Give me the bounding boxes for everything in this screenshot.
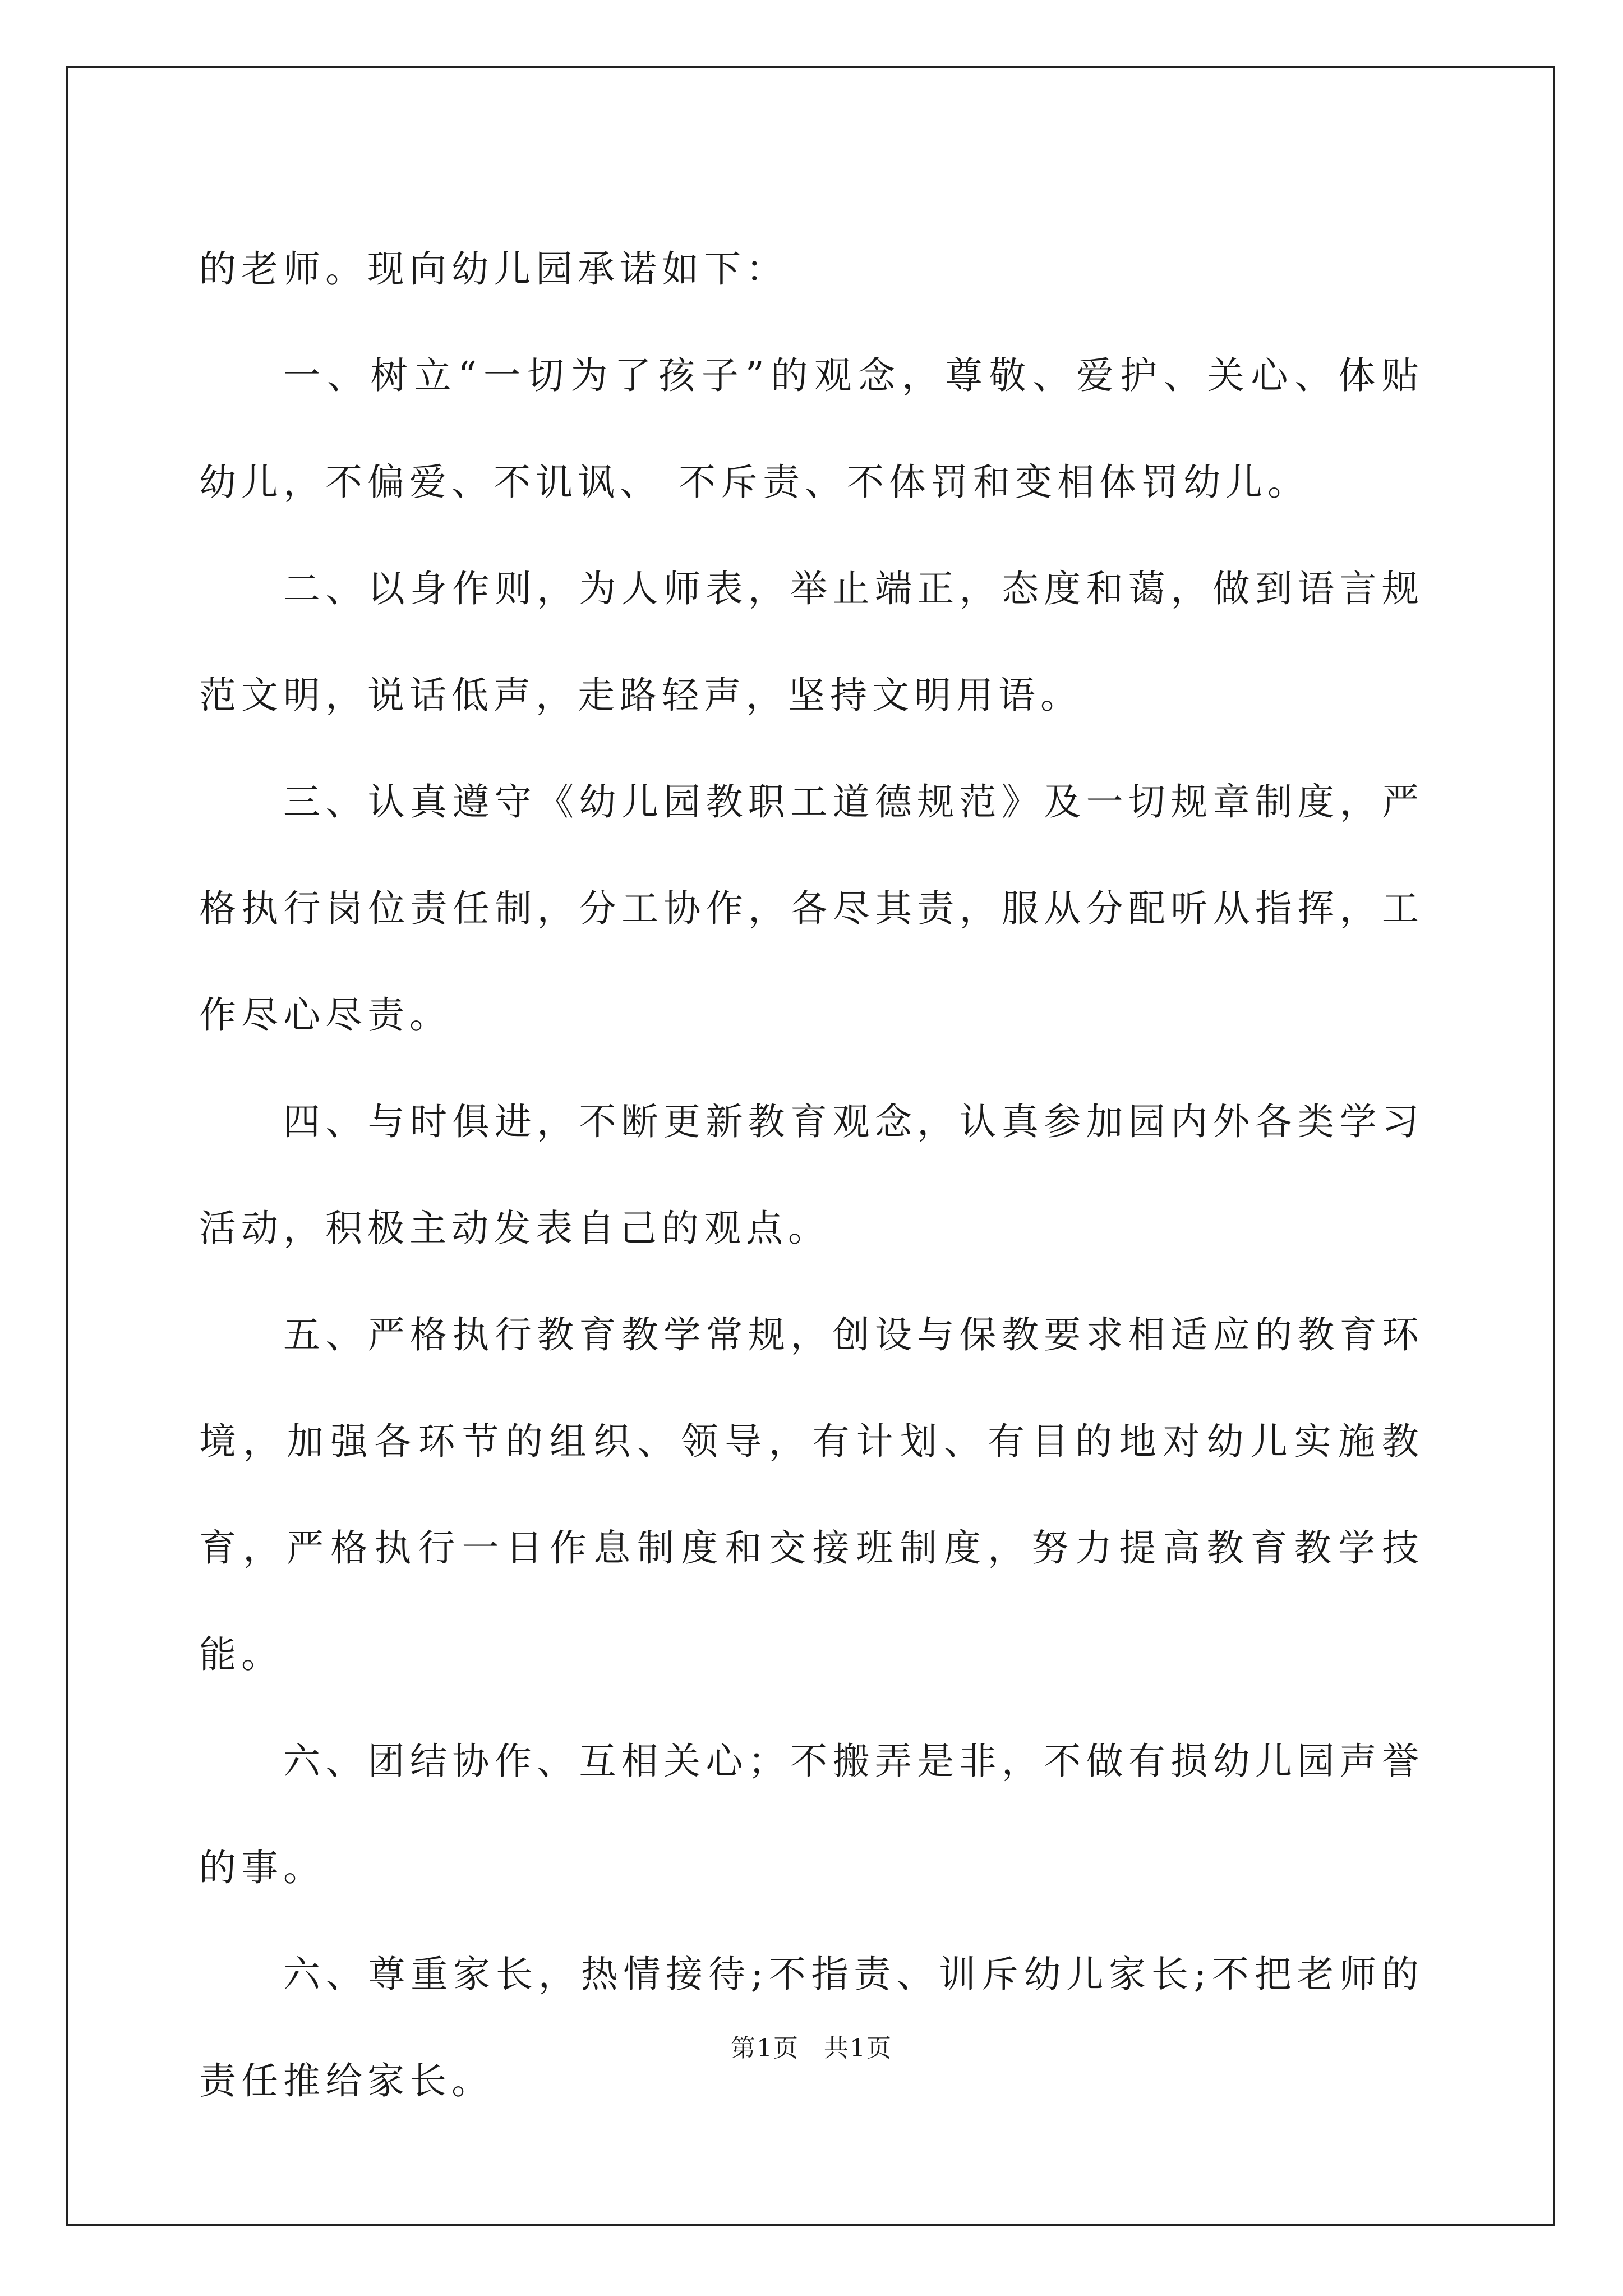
paragraph-item-4: 四、与时俱进，不断更新教育观念，认真参加园内外各类学习活动，积极主动发表自己的观点。 xyxy=(199,1100,1424,1250)
paragraph-item-3: 三、认真遵守《幼儿园教职工道德规范》及一切规章制度，严格执行岗位责任制，分工协作，各尽其责，服从分配听从指挥，工作尽心尽责。 xyxy=(199,780,1424,1037)
paragraph-item-6: 六、团结协作、互相关心；不搬弄是非，不做有损幼儿园声誉的事。 xyxy=(199,1740,1424,1889)
paragraph-item-2: 二、以身作则，为人师表，举止端正，态度和蔼，做到语言规范文明，说话低声，走路轻声，坚持文明用语。 xyxy=(199,567,1424,717)
paragraph-item-7: 六、尊重家长，热情接待;不指责、训斥幼儿家长;不把老师的责任推给家长。 xyxy=(199,1953,1424,2102)
paragraph-item-1: 一、树立“一切为了孩子”的观念，尊敬、爱护、关心、体贴幼儿，不偏爱、不讥讽、 不斥责、不体罚和变相体罚幼儿。 xyxy=(199,354,1424,504)
page-footer xyxy=(0,2028,1623,2064)
document-body xyxy=(199,216,1424,2134)
paragraph-item-5: 五、严格执行教育教学常规，创设与保教要求相适应的教育环境，加强各环节的组织、领导，有计划、有目的地对幼儿实施教育，严格执行一日作息制度和交接班制度，努力提高教育教学技能。 xyxy=(199,1313,1424,1676)
page-number-current: 第1页 xyxy=(731,2034,799,2063)
paragraph-opening: 的老师。现向幼儿园承诺如下： xyxy=(199,247,788,291)
page-number-total: 共1页 xyxy=(824,2034,892,2063)
